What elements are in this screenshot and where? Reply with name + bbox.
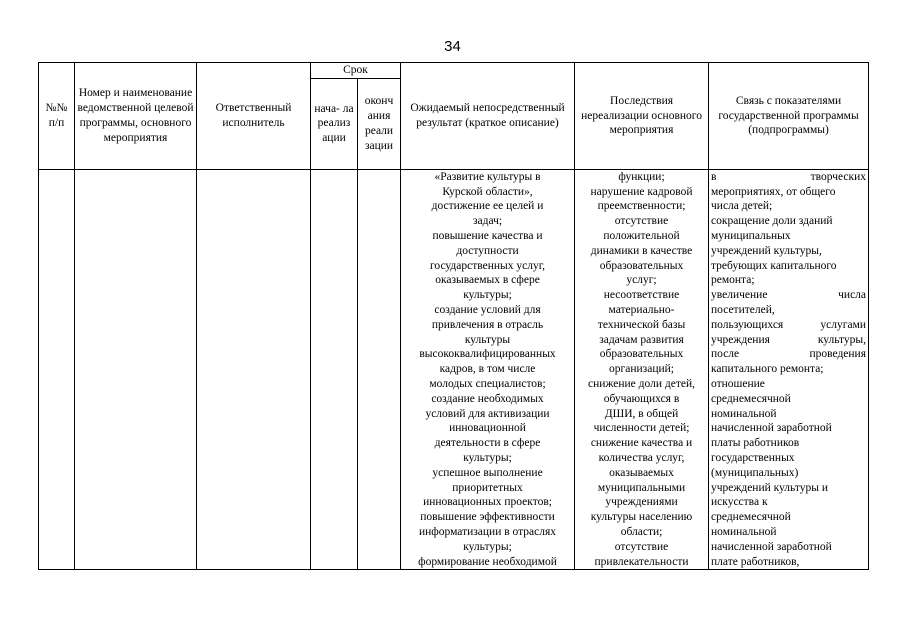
program-table xyxy=(38,62,869,570)
text-line: численности детей; xyxy=(593,422,690,435)
cell-link xyxy=(709,169,869,570)
text-line: среднемесячной xyxy=(711,511,791,524)
text-line: снижение качества и xyxy=(590,437,693,450)
text-line: начисленной заработной xyxy=(711,540,832,553)
text-line: государственных услуг, xyxy=(429,259,546,272)
text-line: формирование необходимой xyxy=(418,555,557,568)
text-line: начисленной заработной xyxy=(711,422,832,435)
header-executor: Ответственный исполнитель xyxy=(197,63,311,170)
text-line: привлечения в отрасль xyxy=(431,318,544,331)
text-line: динамики в качестве xyxy=(590,244,693,257)
header-term-end: оконч ания реали зации xyxy=(358,78,401,169)
text-line: инновационных проектов; xyxy=(423,496,552,509)
text-line: достижение ее целей и xyxy=(431,200,544,213)
text-line: инновационной xyxy=(449,422,526,435)
text-line: создание необходимых xyxy=(431,392,544,405)
text-line: номинальной xyxy=(711,407,777,420)
text-line: повышение эффективности xyxy=(420,511,555,524)
text-line: приоритетных xyxy=(452,481,523,494)
text-line: учреждений культуры, xyxy=(711,244,822,257)
text-line: повышение качества и xyxy=(432,229,543,242)
text-line: преемственности; xyxy=(597,200,686,213)
cell-term-start xyxy=(311,169,358,570)
text-line: отсутствие xyxy=(614,215,669,228)
text-line: оказываемых xyxy=(609,466,674,479)
text-line: молодых специалистов; xyxy=(429,377,546,390)
text-line: услуг; xyxy=(626,274,657,287)
text-line: ремонта; xyxy=(711,274,755,287)
text-line: технической базы xyxy=(597,318,686,331)
text-line: искусства к xyxy=(711,496,768,509)
text-line: платы работников xyxy=(711,437,800,450)
text-line: капитального ремонта; xyxy=(711,363,824,376)
text-line: привлекательности xyxy=(594,555,689,568)
text-line: информатизации в отраслях xyxy=(418,525,557,538)
text-line: посетителей, xyxy=(711,303,775,316)
text-line: положительной xyxy=(603,229,680,242)
cell-num xyxy=(39,169,75,570)
text-line: среднемесячной xyxy=(711,392,791,405)
text-line: (муниципальных) xyxy=(711,466,799,479)
text-line: деятельности в сфере xyxy=(434,437,541,450)
text-line: пользующихся услугами xyxy=(711,318,867,331)
consequences-text xyxy=(577,170,706,570)
text-line: обучающихся в xyxy=(603,392,680,405)
cell-consequences xyxy=(575,169,709,570)
text-line: учреждений культуры и xyxy=(711,481,828,494)
text-line: доступности xyxy=(456,244,519,257)
table-row xyxy=(39,169,869,570)
text-line: плате работников, xyxy=(711,555,800,568)
text-line: функции; xyxy=(618,170,665,183)
text-line: оказываемых в сфере xyxy=(435,274,540,287)
text-line: учреждениями xyxy=(605,496,678,509)
text-line: культуры населению xyxy=(590,511,693,524)
header-link: Связь с показателями государственной программы (подпрограммы) xyxy=(709,63,869,170)
text-line: государственных xyxy=(711,451,795,464)
text-line: снижение доли детей, xyxy=(588,377,695,390)
link-text xyxy=(711,170,866,570)
header-program: Номер и наименование ведомственной целевой программы, основного мероприятия xyxy=(75,63,197,170)
text-line: муниципальными xyxy=(597,481,686,494)
text-line: увеличение числа xyxy=(711,289,867,302)
text-line: организаций; xyxy=(609,363,674,376)
text-line: кадров, в том числе xyxy=(439,363,536,376)
text-line: муниципальных xyxy=(711,229,791,242)
page-number: 34 xyxy=(444,38,461,55)
text-line: количества услуг, xyxy=(598,451,685,464)
result-text xyxy=(403,170,572,570)
text-line: Курской области», xyxy=(442,185,533,198)
text-line: материально- xyxy=(608,303,675,316)
header-consequences: Последствия нереализации основного мероприятия xyxy=(575,63,709,170)
text-line: числа детей; xyxy=(711,200,773,213)
text-line: задачам развития xyxy=(599,333,684,346)
header-result: Ожидаемый непосредственный результат (краткое описание) xyxy=(401,63,575,170)
cell-term-end xyxy=(358,169,401,570)
text-line: «Развитие культуры в xyxy=(434,170,541,183)
text-line: учреждения культуры, xyxy=(711,333,867,346)
text-line: образовательных xyxy=(599,259,684,272)
text-line: сокращение доли зданий xyxy=(711,215,833,228)
text-line: задач; xyxy=(472,215,503,228)
text-line: создание условий для xyxy=(434,303,541,316)
text-line: требующих капитального xyxy=(711,259,837,272)
text-line: нарушение кадровой xyxy=(590,185,693,198)
header-num: №№ п/п xyxy=(39,63,75,170)
text-line: отношение xyxy=(711,377,765,390)
cell-result xyxy=(401,169,575,570)
text-line: успешное выполнение xyxy=(432,466,543,479)
text-line: области; xyxy=(620,525,663,538)
text-line: в творческих xyxy=(711,170,867,183)
text-line: ДШИ, в общей xyxy=(604,407,679,420)
text-line: культуры xyxy=(464,333,511,346)
header-term: Срок xyxy=(311,63,401,79)
header-term-start: нача- ла реализ ации xyxy=(311,78,358,169)
text-line: культуры; xyxy=(463,289,512,302)
text-line: образовательных xyxy=(599,348,684,361)
cell-program xyxy=(75,169,197,570)
text-line: отсутствие xyxy=(614,540,669,553)
header-row xyxy=(39,63,869,79)
text-line: культуры; xyxy=(463,540,512,553)
text-line: культуры; xyxy=(463,451,512,464)
text-line: условий для активизации xyxy=(425,407,550,420)
text-line: после проведения xyxy=(711,348,867,361)
text-line: высококвалифицированных xyxy=(419,348,556,361)
text-line: номинальной xyxy=(711,525,777,538)
text-line: мероприятиях, от общего xyxy=(711,185,836,198)
cell-executor xyxy=(197,169,311,570)
text-line: несоответствие xyxy=(603,289,680,302)
